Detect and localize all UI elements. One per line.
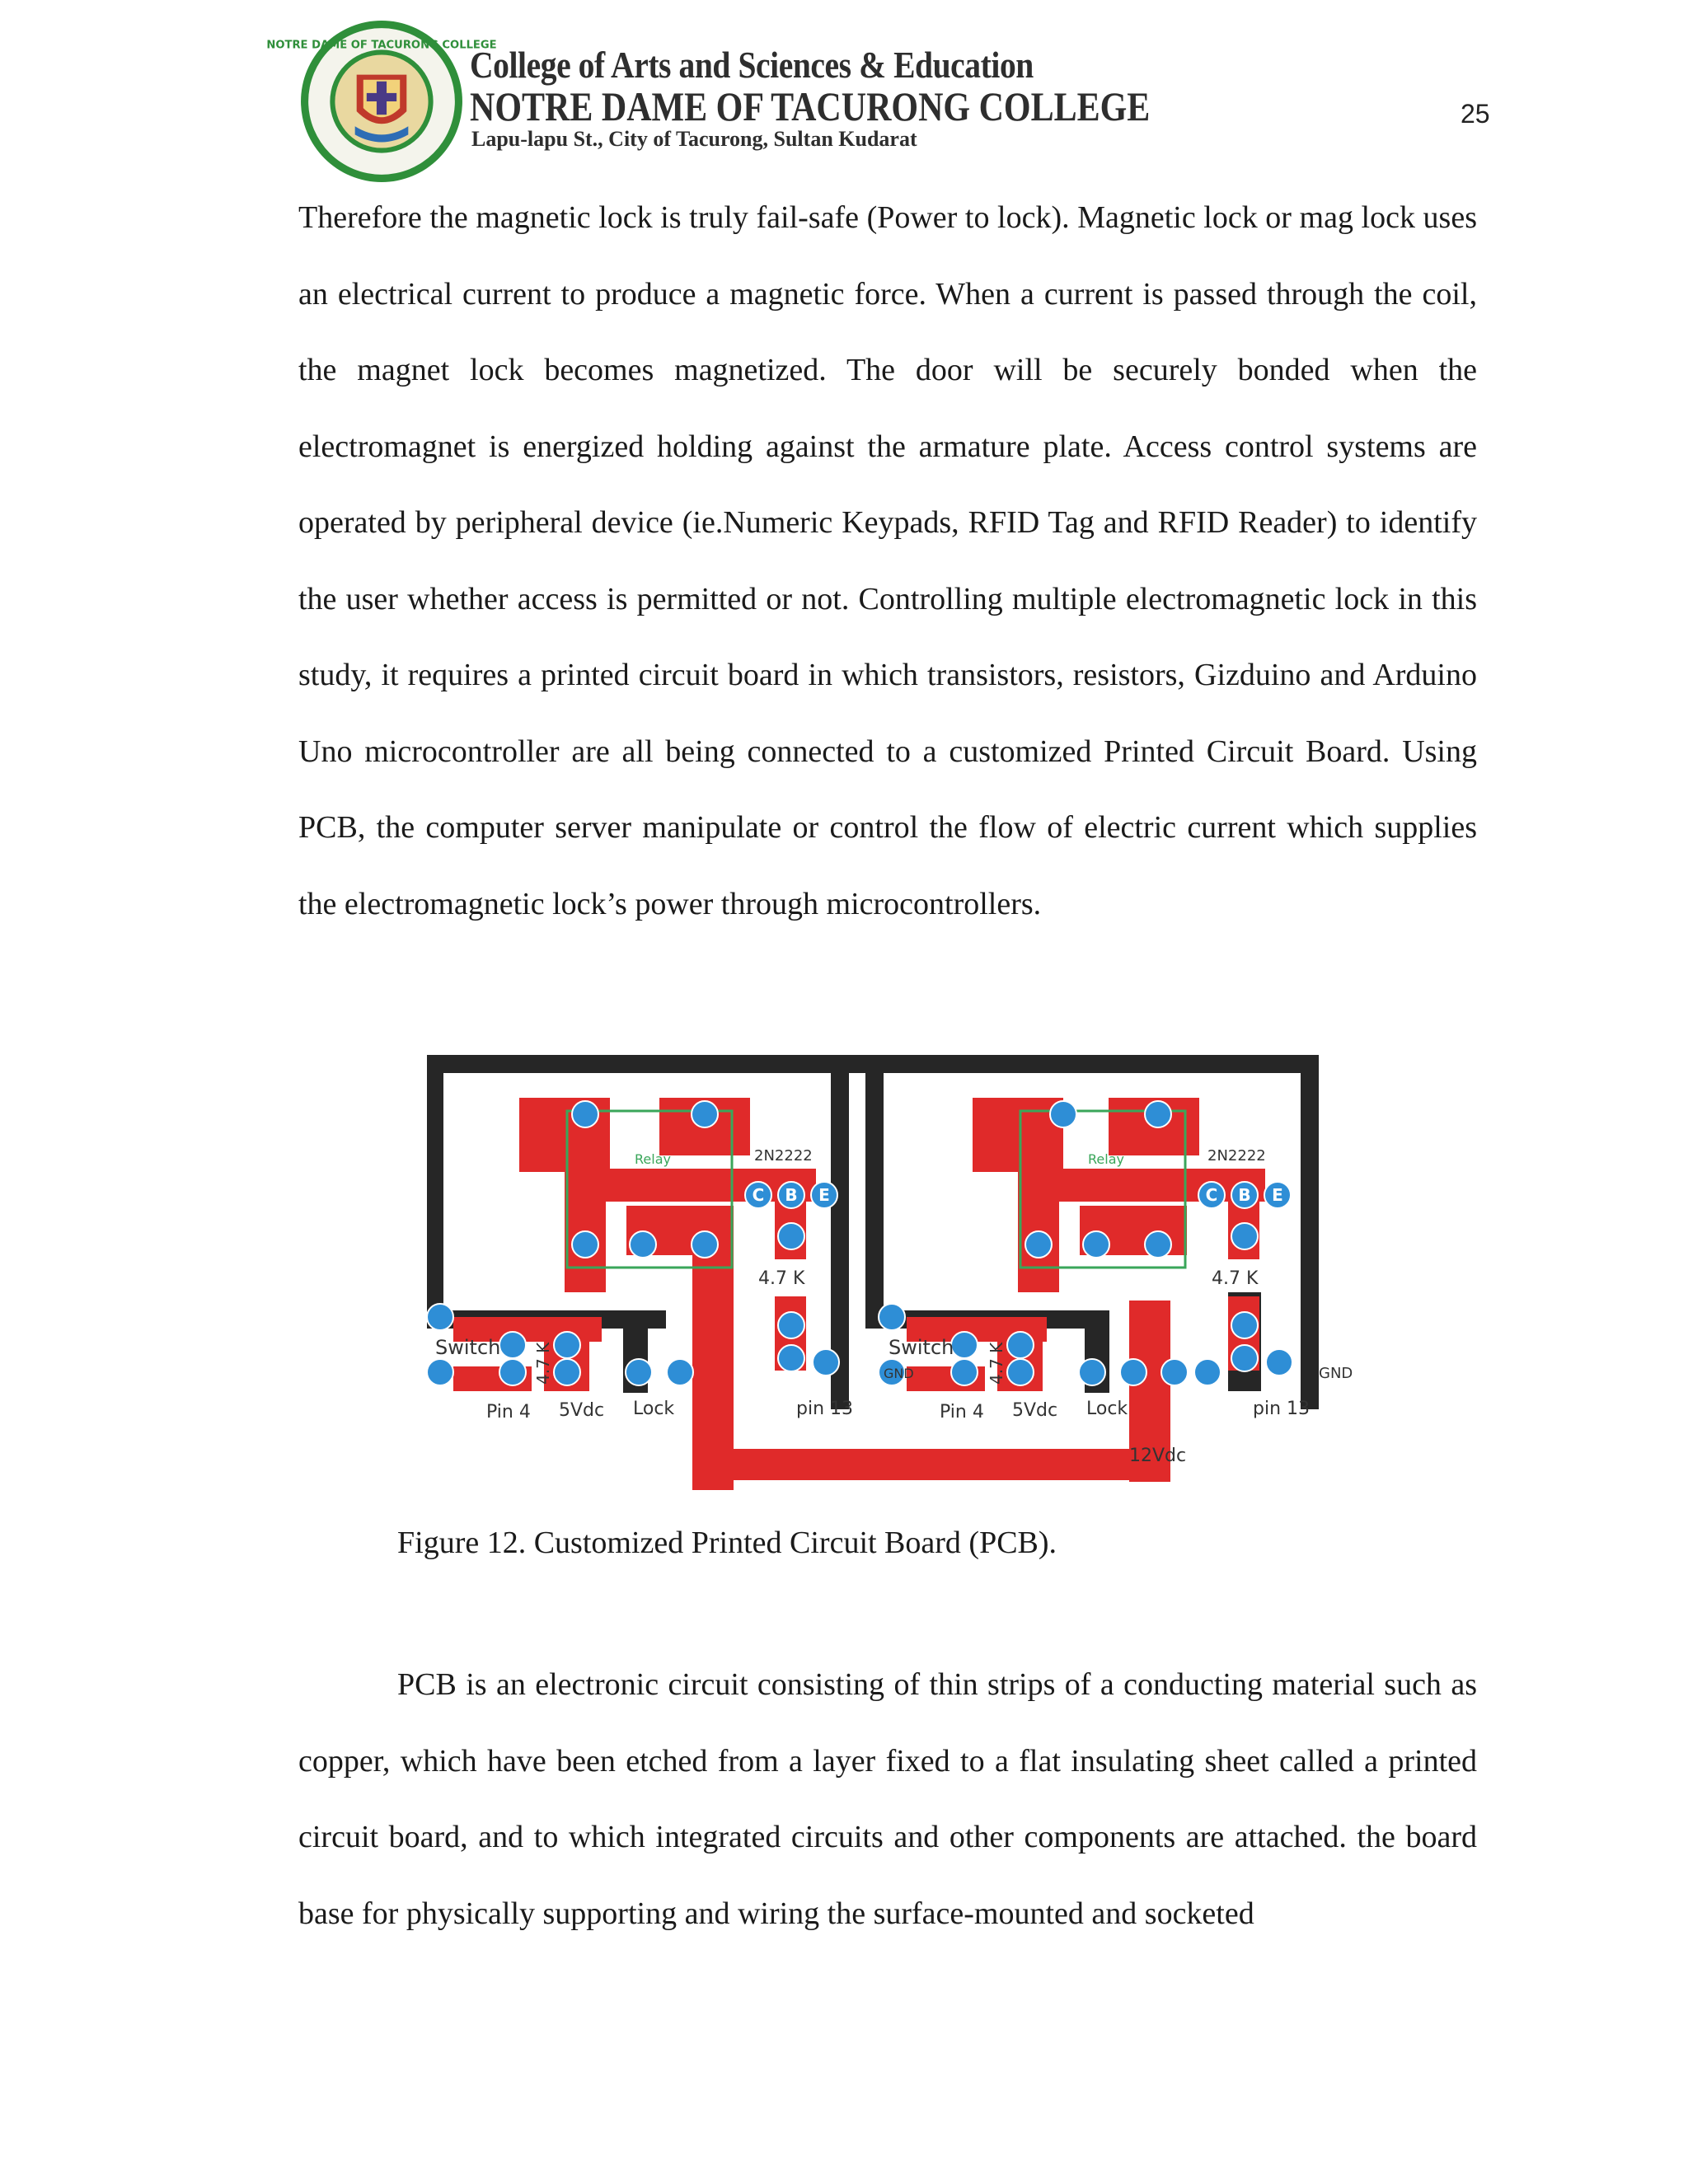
- resistor-vertical-label: 4.7 K: [533, 1342, 553, 1385]
- 5vdc-label: 5Vdc: [1012, 1400, 1058, 1421]
- resistor-vertical-label: 4.7 K: [987, 1342, 1006, 1385]
- college-unit: College of Arts and Sciences & Education: [470, 44, 1034, 86]
- pin4-label: Pin 4: [940, 1402, 984, 1422]
- pin-b-label: B: [785, 1185, 798, 1205]
- college-name: NOTRE DAME OF TACURONG COLLEGE: [470, 83, 1151, 129]
- pin-e-label: E: [1272, 1185, 1283, 1205]
- gnd-label: GND: [1319, 1365, 1353, 1382]
- pin13-label: pin 13: [796, 1399, 854, 1419]
- transistor-label: 2N2222: [754, 1147, 813, 1165]
- pin-b-label: B: [1238, 1185, 1251, 1205]
- college-address: Lapu-lapu St., City of Tacurong, Sultan Kudarat: [471, 127, 917, 151]
- letterhead: [266, 18, 1151, 191]
- pin13-label: pin 13: [1253, 1399, 1311, 1419]
- pin4-label: Pin 4: [486, 1402, 531, 1422]
- gnd-label: GND: [884, 1366, 914, 1381]
- relay-label: Relay: [635, 1151, 671, 1167]
- resistor-label: 4.7 K: [758, 1268, 805, 1289]
- pin-e-label: E: [818, 1185, 830, 1205]
- switch-label: Switch: [889, 1336, 954, 1359]
- pcb-figure: [404, 1045, 1368, 1490]
- lock-label: Lock: [1086, 1399, 1128, 1419]
- lock-label: Lock: [633, 1399, 675, 1419]
- seal-text: NOTRE DAME OF TACURONG COLLEGE: [266, 39, 497, 52]
- paragraph-text: Therefore the magnetic lock is truly fail-safe (Power to lock). Magnetic lock or mag lock uses an electrical current to produce a magnetic force. When a current is passed through the coil, the magnet lock becomes magnetized. The door will be securely bonded when the electromagnet is energized holding against the armature plate. Access control systems are operated by peripheral device (ie.Numeric Keypads, RFID Tag and RFID Reader) to identify the user whether access is permitted or not. Controlling multiple electromagnetic lock in this study, it requires a printed circuit board in which transistors, resistors, Gizduino and Arduino Uno microcontroller are all being connected to a customized Printed Circuit Board. Using PCB, the computer server manipulate or control the flow of electric current which supplies the electromagnetic lock’s power through microcontrollers.: [298, 200, 1477, 921]
- 5vdc-label: 5Vdc: [559, 1400, 605, 1421]
- figure-caption: Figure 12. Customized Printed Circuit Board (PCB).: [397, 1526, 1057, 1560]
- college-seal-logo: [266, 18, 497, 185]
- resistor-label: 4.7 K: [1212, 1268, 1259, 1289]
- transistor-label: 2N2222: [1207, 1147, 1266, 1165]
- 12vdc-label: 12Vdc: [1129, 1446, 1187, 1466]
- page-number: 25: [1461, 99, 1490, 129]
- body-paragraph: [298, 1647, 1477, 1952]
- switch-label: Switch: [435, 1336, 501, 1359]
- body-paragraph: [298, 180, 1477, 942]
- paragraph-text: PCB is an electronic circuit consisting of thin strips of a conducting material such as copper, which have been etched from a layer fixed to a flat insulating sheet called a printed circuit board, and to which integrated circuits and other components are attached. the board base for physically supporting and wiring the surface-mounted and socketed: [298, 1667, 1477, 1931]
- relay-label: Relay: [1088, 1151, 1124, 1167]
- pin-c-label: C: [1205, 1185, 1218, 1205]
- pin-c-label: C: [752, 1185, 765, 1205]
- pcb-diagram: [404, 1045, 1368, 1490]
